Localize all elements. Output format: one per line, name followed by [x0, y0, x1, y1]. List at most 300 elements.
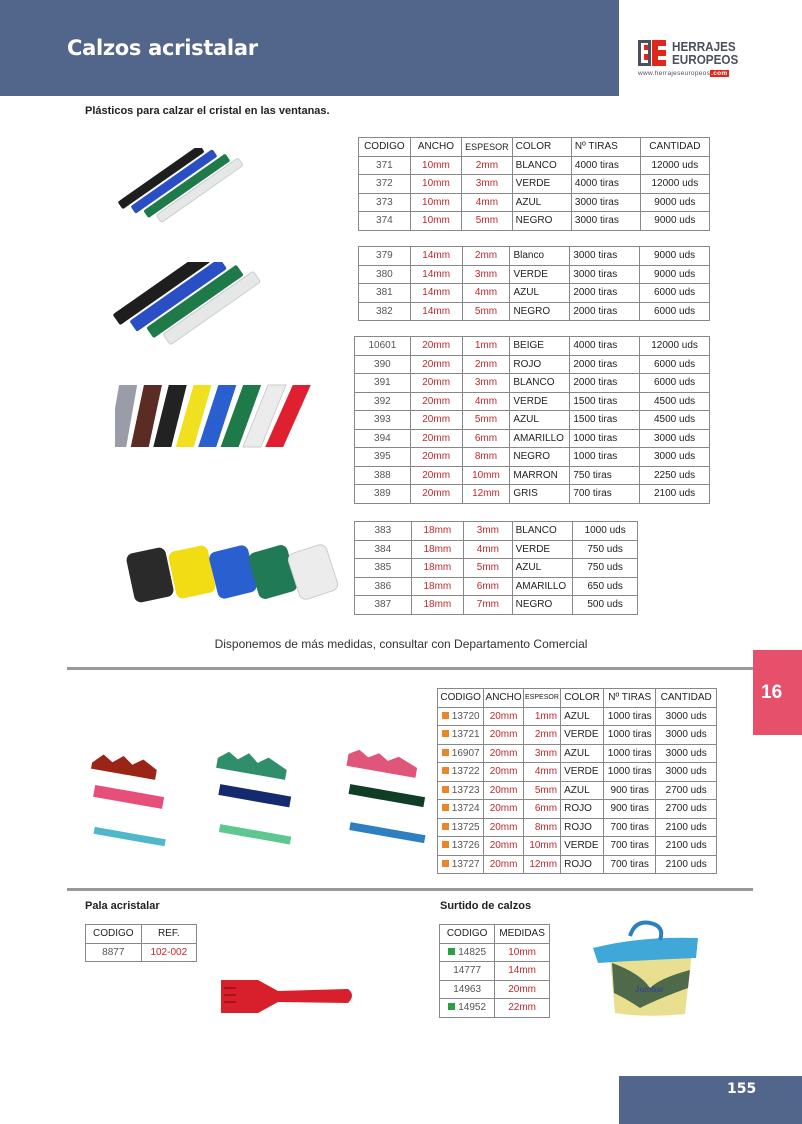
header-bar — [0, 0, 619, 96]
cell-tiras: 2000 tiras — [570, 374, 640, 393]
orange-square-icon — [442, 841, 449, 848]
cell-ancho: 20mm — [484, 744, 523, 763]
table-row — [438, 855, 717, 874]
url-tld: .com — [711, 70, 728, 77]
cell-cantidad: 1000 uds — [573, 522, 638, 541]
cell-ref: 102-002 — [141, 943, 196, 962]
cell-espesor: 8mm — [462, 448, 510, 467]
table-row — [359, 284, 710, 303]
code-text: 14952 — [458, 1002, 487, 1014]
cell-cantidad: 2700 uds — [656, 800, 717, 819]
cell-codigo: 390 — [355, 355, 411, 374]
product-image-pala — [218, 975, 358, 1017]
table-row — [355, 355, 710, 374]
cell-cantidad: 9000 uds — [640, 193, 709, 212]
cell-cantidad: 12000 uds — [640, 337, 710, 356]
cell-cantidad: 750 uds — [573, 559, 638, 578]
cell-cantidad: 650 uds — [573, 577, 638, 596]
cell-codigo — [438, 781, 484, 800]
table-header-row — [440, 925, 550, 944]
cell-color: AZUL — [512, 559, 573, 578]
col-header-espesor: ESPESOR — [462, 138, 513, 157]
cell-tiras: 3000 tiras — [571, 193, 640, 212]
cell-ancho: 20mm — [484, 800, 523, 819]
cell-codigo: 14777 — [440, 962, 495, 981]
cell-cantidad: 4500 uds — [640, 392, 710, 411]
cell-color: VERDE — [510, 392, 570, 411]
col-header-ref: REF. — [141, 925, 196, 944]
table-row — [438, 726, 717, 745]
orange-square-icon — [442, 730, 449, 737]
cell-codigo — [440, 999, 495, 1018]
cell-cantidad: 4500 uds — [640, 411, 710, 430]
cell-color: ROJO — [561, 800, 604, 819]
table-row — [440, 943, 550, 962]
orange-square-icon — [442, 823, 449, 830]
cell-color: AZUL — [512, 193, 571, 212]
green-square-icon — [448, 948, 455, 955]
cell-codigo: 385 — [355, 559, 412, 578]
cell-tiras: 2000 tiras — [570, 355, 640, 374]
cell-tiras: 3000 tiras — [570, 265, 640, 284]
cell-cantidad: 9000 uds — [640, 212, 709, 231]
cell-color: AMARILLO — [512, 577, 573, 596]
cell-cantidad: 6000 uds — [640, 355, 710, 374]
logo-line1: HERRAJES — [672, 39, 736, 54]
table-row — [438, 818, 717, 837]
cell-codigo: 391 — [355, 374, 411, 393]
col-header-ancho: ANCHO — [484, 689, 523, 708]
cell-espesor: 3mm — [462, 175, 513, 194]
table-10mm — [358, 137, 710, 231]
code-text: 13722 — [451, 766, 480, 778]
table-row — [359, 175, 710, 194]
table-row — [438, 763, 717, 782]
cell-color: ROJO — [561, 818, 604, 837]
cell-espesor: 4mm — [462, 392, 510, 411]
table-row — [355, 522, 638, 541]
table-row — [438, 744, 717, 763]
product-image-10mm-strips — [110, 148, 250, 233]
cell-cantidad: 3000 uds — [656, 744, 717, 763]
cell-tiras: 4000 tiras — [570, 337, 640, 356]
cell-espesor: 4mm — [462, 193, 513, 212]
cell-codigo: 393 — [355, 411, 411, 430]
logo-url[interactable] — [638, 70, 729, 77]
table-wedges — [437, 688, 717, 874]
chapter-number: 16 — [761, 682, 783, 703]
cell-espesor: 3mm — [462, 374, 510, 393]
table-14mm — [358, 246, 710, 321]
cell-ancho: 20mm — [484, 726, 523, 745]
cell-cantidad: 2100 uds — [656, 818, 717, 837]
table-row — [355, 540, 638, 559]
table-row — [359, 156, 710, 175]
cell-codigo: 372 — [359, 175, 411, 194]
cell-espesor: 7mm — [464, 596, 513, 615]
cell-color: VERDE — [561, 837, 604, 856]
cell-espesor: 2mm — [462, 156, 513, 175]
section-divider — [67, 888, 753, 891]
table-row — [355, 448, 710, 467]
table-pala — [85, 924, 197, 962]
code-text: 13720 — [451, 710, 480, 722]
table-row — [438, 707, 717, 726]
col-header-color: COLOR — [512, 138, 571, 157]
col-header-codigo: CODIGO — [440, 925, 495, 944]
orange-square-icon — [442, 804, 449, 811]
cell-tiras: 3000 tiras — [571, 212, 640, 231]
cell-medidas: 10mm — [495, 943, 550, 962]
cell-codigo — [438, 855, 484, 874]
cell-codigo: 14963 — [440, 980, 495, 999]
cell-tiras: 1000 tiras — [604, 763, 656, 782]
cell-codigo — [438, 726, 484, 745]
cell-ancho: 18mm — [411, 540, 464, 559]
cell-espesor: 5mm — [523, 781, 560, 800]
cell-ancho: 20mm — [410, 466, 462, 485]
table-row — [86, 943, 197, 962]
code-text: 13725 — [451, 821, 480, 833]
cell-codigo: 392 — [355, 392, 411, 411]
table-20mm — [354, 336, 710, 504]
col-header-color: COLOR — [561, 689, 604, 708]
cell-cantidad: 2250 uds — [640, 466, 710, 485]
chapter-tab — [753, 650, 802, 735]
product-image-surtido-box — [590, 918, 702, 1020]
cell-cantidad: 2100 uds — [656, 837, 717, 856]
cell-color: BLANCO — [510, 374, 570, 393]
cell-codigo: 395 — [355, 448, 411, 467]
cell-ancho: 20mm — [410, 374, 462, 393]
table-row — [355, 411, 710, 430]
cell-tiras: 1500 tiras — [570, 411, 640, 430]
col-header-medidas: MEDIDAS — [495, 925, 550, 944]
cell-ancho: 20mm — [410, 485, 462, 504]
cell-color: AZUL — [510, 411, 570, 430]
cell-cantidad: 12000 uds — [640, 175, 709, 194]
table-row — [438, 837, 717, 856]
cell-color: AMARILLO — [510, 429, 570, 448]
cell-cantidad: 9000 uds — [640, 247, 710, 266]
cell-espesor: 6mm — [464, 577, 513, 596]
cell-tiras: 4000 tiras — [571, 156, 640, 175]
col-header-cantidad: CANTIDAD — [656, 689, 717, 708]
table-row — [355, 337, 710, 356]
table-row — [355, 577, 638, 596]
col-header-espesor: ESPESOR — [523, 689, 560, 708]
cell-espesor: 10mm — [462, 466, 510, 485]
cell-tiras: 900 tiras — [604, 781, 656, 800]
cell-ancho: 18mm — [411, 577, 464, 596]
cell-color: Blanco — [510, 247, 570, 266]
cell-ancho: 20mm — [410, 337, 462, 356]
green-square-icon — [448, 1003, 455, 1010]
cell-color: BLANCO — [512, 156, 571, 175]
product-image-20mm-strips — [115, 380, 345, 455]
table-header-row — [438, 689, 717, 708]
cell-espesor: 2mm — [523, 726, 560, 745]
logo-text — [672, 40, 738, 66]
cell-tiras: 700 tiras — [604, 818, 656, 837]
cell-tiras: 2000 tiras — [570, 284, 640, 303]
cell-tiras: 700 tiras — [604, 855, 656, 874]
cell-codigo: 371 — [359, 156, 411, 175]
cell-tiras: 700 tiras — [604, 837, 656, 856]
cell-color: VERDE — [561, 726, 604, 745]
cell-cantidad: 6000 uds — [640, 302, 710, 321]
table-row — [355, 392, 710, 411]
cell-codigo: 381 — [359, 284, 411, 303]
cell-ancho: 20mm — [484, 763, 523, 782]
cell-ancho: 14mm — [410, 265, 462, 284]
cell-cantidad: 12000 uds — [640, 156, 709, 175]
cell-codigo: 386 — [355, 577, 412, 596]
table-row — [355, 559, 638, 578]
col-header-tiras: Nº TIRAS — [571, 138, 640, 157]
cell-color: AZUL — [561, 781, 604, 800]
table-18mm — [354, 521, 638, 615]
url-main: www.herrajeseuropeos — [638, 70, 711, 77]
cell-cantidad: 2100 uds — [640, 485, 710, 504]
cell-espesor: 2mm — [462, 355, 510, 374]
table-header-row — [86, 925, 197, 944]
table-row — [438, 781, 717, 800]
cell-espesor: 12mm — [523, 855, 560, 874]
cell-ancho: 20mm — [410, 355, 462, 374]
cell-tiras: 1000 tiras — [604, 726, 656, 745]
cell-ancho: 20mm — [484, 707, 523, 726]
cell-cantidad: 3000 uds — [656, 763, 717, 782]
table-row — [359, 193, 710, 212]
col-header-ancho: ANCHO — [410, 138, 461, 157]
cell-ancho: 14mm — [410, 302, 462, 321]
product-image-18mm-blocks — [125, 542, 340, 604]
cell-espesor: 5mm — [462, 212, 513, 231]
cell-tiras: 1000 tiras — [604, 707, 656, 726]
table-row — [355, 596, 638, 615]
orange-square-icon — [442, 749, 449, 756]
code-text: 13726 — [451, 840, 480, 852]
cell-codigo: 373 — [359, 193, 411, 212]
cell-ancho: 10mm — [410, 175, 461, 194]
orange-square-icon — [442, 860, 449, 867]
cell-color: BLANCO — [512, 522, 573, 541]
col-header-codigo: CODIGO — [86, 925, 142, 944]
cell-cantidad: 3000 uds — [656, 707, 717, 726]
orange-square-icon — [442, 712, 449, 719]
cell-codigo: 383 — [355, 522, 412, 541]
cell-tiras: 1000 tiras — [604, 744, 656, 763]
cell-codigo — [438, 763, 484, 782]
cell-espesor: 5mm — [462, 411, 510, 430]
availability-note: Disponemos de más medidas, consultar con Departamento Comercial — [214, 637, 588, 651]
cell-tiras: 4000 tiras — [571, 175, 640, 194]
cell-color: ROJO — [561, 855, 604, 874]
box-label: Jombar — [635, 985, 664, 994]
cell-ancho: 10mm — [410, 212, 461, 231]
cell-ancho: 14mm — [410, 247, 462, 266]
cell-espesor: 4mm — [462, 284, 510, 303]
cell-ancho: 20mm — [410, 448, 462, 467]
cell-espesor: 4mm — [464, 540, 513, 559]
cell-medidas: 20mm — [495, 980, 550, 999]
cell-color: AZUL — [561, 707, 604, 726]
cell-tiras: 1000 tiras — [570, 429, 640, 448]
cell-espesor: 6mm — [523, 800, 560, 819]
cell-color: NEGRO — [512, 596, 573, 615]
cell-codigo: 387 — [355, 596, 412, 615]
cell-espesor: 1mm — [462, 337, 510, 356]
cell-codigo: 394 — [355, 429, 411, 448]
cell-color: VERDE — [561, 763, 604, 782]
orange-square-icon — [442, 767, 449, 774]
code-text: 13723 — [451, 784, 480, 796]
cell-espesor: 1mm — [523, 707, 560, 726]
cell-espesor: 8mm — [523, 818, 560, 837]
cell-espesor: 10mm — [523, 837, 560, 856]
cell-espesor: 3mm — [523, 744, 560, 763]
cell-tiras: 700 tiras — [570, 485, 640, 504]
cell-tiras: 900 tiras — [604, 800, 656, 819]
orange-square-icon — [442, 786, 449, 793]
table-row — [355, 485, 710, 504]
cell-codigo: 380 — [359, 265, 411, 284]
table-surtido — [439, 924, 550, 1018]
cell-espesor: 2mm — [462, 247, 510, 266]
cell-color: VERDE — [512, 175, 571, 194]
section-subtitle: Plásticos para calzar el cristal en las ventanas. — [85, 105, 330, 117]
table-row — [359, 247, 710, 266]
cell-espesor: 3mm — [462, 265, 510, 284]
code-text: 13724 — [451, 803, 480, 815]
footer-bar — [619, 1076, 802, 1124]
table-row — [355, 374, 710, 393]
pala-title: Pala acristalar — [85, 900, 160, 912]
cell-ancho: 18mm — [411, 596, 464, 615]
cell-codigo: 388 — [355, 466, 411, 485]
table-row — [440, 962, 550, 981]
cell-color: NEGRO — [512, 212, 571, 231]
page-number: 155 — [727, 1081, 757, 1097]
table-row — [355, 429, 710, 448]
cell-cantidad: 2700 uds — [656, 781, 717, 800]
cell-cantidad: 3000 uds — [640, 429, 710, 448]
cell-codigo: 379 — [359, 247, 411, 266]
table-header-row — [359, 138, 710, 157]
cell-ancho: 20mm — [410, 429, 462, 448]
cell-ancho: 10mm — [410, 156, 461, 175]
logo-line2: EUROPEOS — [672, 52, 739, 67]
cell-color: GRIS — [510, 485, 570, 504]
table-row — [359, 212, 710, 231]
col-header-cantidad: CANTIDAD — [640, 138, 709, 157]
cell-ancho: 14mm — [410, 284, 462, 303]
code-text: 16907 — [451, 747, 480, 759]
cell-codigo: 8877 — [86, 943, 142, 962]
logo-mark-icon — [638, 40, 666, 66]
cell-ancho: 20mm — [410, 392, 462, 411]
cell-tiras: 1000 tiras — [570, 448, 640, 467]
cell-tiras: 2000 tiras — [570, 302, 640, 321]
cell-espesor: 12mm — [462, 485, 510, 504]
cell-cantidad: 500 uds — [573, 596, 638, 615]
cell-codigo — [438, 744, 484, 763]
brand-logo — [638, 40, 758, 80]
code-text: 13721 — [451, 729, 480, 741]
cell-color: BEIGE — [510, 337, 570, 356]
cell-codigo — [440, 943, 495, 962]
cell-espesor: 4mm — [523, 763, 560, 782]
cell-ancho: 18mm — [411, 559, 464, 578]
cell-cantidad: 6000 uds — [640, 284, 710, 303]
table-row — [359, 302, 710, 321]
cell-codigo: 384 — [355, 540, 412, 559]
col-header-tiras: Nº TIRAS — [604, 689, 656, 708]
cell-espesor: 6mm — [462, 429, 510, 448]
cell-color: AZUL — [510, 284, 570, 303]
table-row — [440, 999, 550, 1018]
cell-ancho: 20mm — [484, 855, 523, 874]
cell-codigo — [438, 837, 484, 856]
col-header-codigo: CODIGO — [438, 689, 484, 708]
cell-medidas: 14mm — [495, 962, 550, 981]
table-row — [359, 265, 710, 284]
surtido-title: Surtido de calzos — [440, 900, 532, 912]
cell-tiras: 3000 tiras — [570, 247, 640, 266]
cell-color: MARRON — [510, 466, 570, 485]
cell-color: VERDE — [512, 540, 573, 559]
cell-cantidad: 9000 uds — [640, 265, 710, 284]
section-divider — [67, 667, 753, 670]
cell-color: VERDE — [510, 265, 570, 284]
cell-color: ROJO — [510, 355, 570, 374]
cell-codigo: 389 — [355, 485, 411, 504]
cell-codigo: 374 — [359, 212, 411, 231]
cell-ancho: 20mm — [484, 837, 523, 856]
cell-medidas: 22mm — [495, 999, 550, 1018]
cell-cantidad: 3000 uds — [640, 448, 710, 467]
cell-codigo: 10601 — [355, 337, 411, 356]
cell-espesor: 3mm — [464, 522, 513, 541]
cell-color: NEGRO — [510, 448, 570, 467]
cell-tiras: 750 tiras — [570, 466, 640, 485]
cell-ancho: 20mm — [410, 411, 462, 430]
product-image-wedges — [88, 750, 428, 868]
code-text: 13727 — [451, 858, 480, 870]
cell-ancho: 18mm — [411, 522, 464, 541]
cell-ancho: 20mm — [484, 781, 523, 800]
cell-codigo — [438, 707, 484, 726]
table-row — [438, 800, 717, 819]
cell-ancho: 20mm — [484, 818, 523, 837]
col-header-codigo: CODIGO — [359, 138, 411, 157]
cell-color: NEGRO — [510, 302, 570, 321]
cell-codigo — [438, 818, 484, 837]
cell-cantidad: 3000 uds — [656, 726, 717, 745]
cell-codigo: 382 — [359, 302, 411, 321]
cell-cantidad: 6000 uds — [640, 374, 710, 393]
code-text: 14825 — [458, 946, 487, 958]
table-row — [355, 466, 710, 485]
cell-codigo — [438, 800, 484, 819]
product-image-14mm-strips — [110, 262, 265, 347]
table-row — [440, 980, 550, 999]
cell-espesor: 5mm — [464, 559, 513, 578]
cell-ancho: 10mm — [410, 193, 461, 212]
cell-tiras: 1500 tiras — [570, 392, 640, 411]
cell-cantidad: 2100 uds — [656, 855, 717, 874]
